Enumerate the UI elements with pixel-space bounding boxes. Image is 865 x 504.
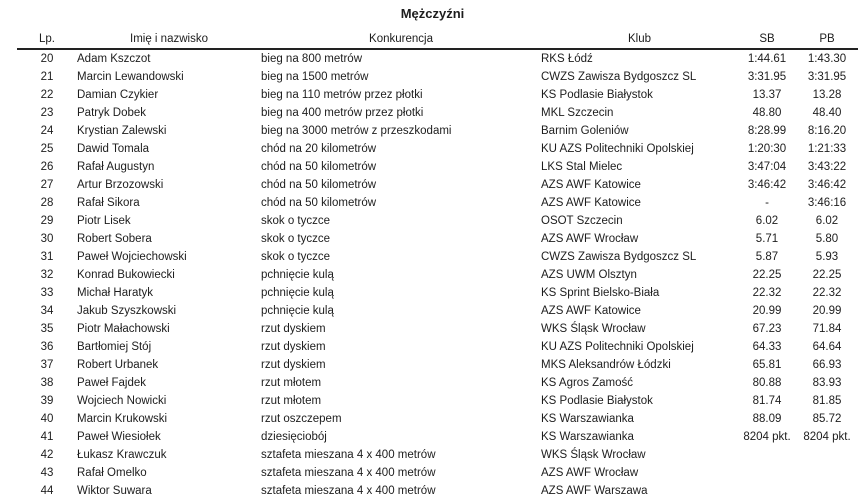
cell-club: LKS Stal Mielec xyxy=(541,161,623,173)
table-row xyxy=(17,374,858,392)
cell-lp: 26 xyxy=(40,161,54,173)
table-row xyxy=(17,320,858,338)
cell-event: chód na 50 kilometrów xyxy=(261,179,377,191)
cell-lp: 31 xyxy=(40,251,54,263)
table-row xyxy=(17,140,858,158)
cell-sb: 64.33 xyxy=(752,341,782,353)
cell-club: AZS AWF Wrocław xyxy=(541,467,639,479)
table-row xyxy=(17,212,858,230)
table-row xyxy=(17,49,858,68)
cell-pb: 3:46:16 xyxy=(807,197,847,209)
cell-event: dziesięciobój xyxy=(261,431,327,443)
cell-name: Rafał Omelko xyxy=(77,467,147,479)
cell-name: Piotr Lisek xyxy=(77,215,131,227)
cell-pb: 13.28 xyxy=(812,89,842,101)
cell-name: Paweł Wojciechowski xyxy=(77,251,187,263)
cell-name: Paweł Fajdek xyxy=(77,377,147,389)
cell-pb: 83.93 xyxy=(812,377,842,389)
cell-event: pchnięcie kulą xyxy=(261,305,334,317)
cell-sb: - xyxy=(765,197,769,209)
cell-club: KS Warszawianka xyxy=(541,413,634,425)
table-row xyxy=(17,338,858,356)
cell-pb: 85.72 xyxy=(812,413,842,425)
cell-name: Marcin Krukowski xyxy=(77,413,168,425)
cell-lp: 23 xyxy=(40,107,54,119)
cell-club: KS Sprint Bielsko-Biała xyxy=(541,287,660,299)
cell-sb: 5.87 xyxy=(755,251,779,263)
cell-sb: 48.80 xyxy=(752,107,782,119)
table-row xyxy=(17,68,858,86)
results-table xyxy=(17,30,858,500)
cell-lp: 25 xyxy=(40,143,54,155)
cell-sb: 88.09 xyxy=(752,413,782,425)
cell-club: KS Agros Zamość xyxy=(541,377,634,389)
cell-club: AZS AWF Katowice xyxy=(541,305,641,317)
cell-club: CWZS Zawisza Bydgoszcz SL xyxy=(541,251,697,263)
cell-sb: 1:44.61 xyxy=(747,53,787,65)
cell-sb: 3:46:42 xyxy=(747,179,787,191)
cell-pb: 22.25 xyxy=(812,269,842,281)
cell-pb: 8204 pkt. xyxy=(803,431,851,443)
cell-sb: 13.37 xyxy=(752,89,782,101)
cell-pb: 6.02 xyxy=(815,215,839,227)
cell-sb: 22.25 xyxy=(752,269,782,281)
cell-sb: 6.02 xyxy=(755,215,779,227)
cell-event: rzut dyskiem xyxy=(261,341,326,353)
cell-event: pchnięcie kulą xyxy=(261,269,334,281)
cell-event: rzut młotem xyxy=(261,377,322,389)
cell-sb xyxy=(738,482,796,500)
cell-pb: 81.85 xyxy=(812,395,842,407)
table-row xyxy=(17,248,858,266)
cell-sb: 3:47:04 xyxy=(747,161,787,173)
cell-event: rzut oszczepem xyxy=(261,413,342,425)
cell-club: WKS Śląsk Wrocław xyxy=(541,449,646,461)
table-row xyxy=(17,230,858,248)
cell-lp: 35 xyxy=(40,323,54,335)
table-row xyxy=(17,176,858,194)
cell-pb: 3:31.95 xyxy=(807,71,847,83)
cell-lp: 32 xyxy=(40,269,54,281)
cell-event: bieg na 3000 metrów z przeszkodami xyxy=(261,125,452,137)
cell-name: Rafał Sikora xyxy=(77,197,140,209)
cell-club: KS Warszawianka xyxy=(541,431,634,443)
cell-sb: 8:28.99 xyxy=(747,125,787,137)
cell-lp: 29 xyxy=(40,215,54,227)
cell-sb: 80.88 xyxy=(752,377,782,389)
page-title: Mężczyźni xyxy=(400,6,465,21)
cell-event: skok o tyczce xyxy=(261,215,331,227)
cell-lp: 27 xyxy=(40,179,54,191)
cell-sb xyxy=(738,464,796,482)
cell-name: Patryk Dobek xyxy=(77,107,147,119)
cell-sb: 22.32 xyxy=(752,287,782,299)
cell-event: skok o tyczce xyxy=(261,251,331,263)
cell-pb: 22.32 xyxy=(812,287,842,299)
cell-name: Artur Brzozowski xyxy=(77,179,164,191)
cell-pb: 66.93 xyxy=(812,359,842,371)
cell-event: rzut dyskiem xyxy=(261,323,326,335)
cell-lp: 44 xyxy=(40,485,54,497)
cell-pb: 48.40 xyxy=(812,107,842,119)
column-header-event: Konkurencja xyxy=(261,30,541,49)
cell-lp: 33 xyxy=(40,287,54,299)
cell-name: Wiktor Suwara xyxy=(77,485,152,497)
cell-name: Robert Urbanek xyxy=(77,359,159,371)
cell-event: skok o tyczce xyxy=(261,233,331,245)
cell-lp: 41 xyxy=(40,431,54,443)
cell-lp: 38 xyxy=(40,377,54,389)
cell-club: KU AZS Politechniki Opolskiej xyxy=(541,341,694,353)
cell-event: bieg na 800 metrów xyxy=(261,53,363,65)
column-header-name: Imię i nazwisko xyxy=(77,30,261,49)
cell-event: chód na 50 kilometrów xyxy=(261,161,377,173)
cell-club: KS Podlasie Białystok xyxy=(541,395,653,407)
table-body xyxy=(17,49,858,500)
cell-club: AZS AWF Katowice xyxy=(541,197,641,209)
cell-event: chód na 20 kilometrów xyxy=(261,143,377,155)
cell-lp: 22 xyxy=(40,89,54,101)
cell-pb: 8:16.20 xyxy=(807,125,847,137)
column-header-sb: SB xyxy=(738,30,796,49)
cell-lp: 36 xyxy=(40,341,54,353)
cell-club: WKS Śląsk Wrocław xyxy=(541,323,646,335)
cell-club: AZS AWF Katowice xyxy=(541,179,641,191)
table-header xyxy=(17,30,858,49)
cell-pb xyxy=(796,464,858,482)
cell-club: AZS UWM Olsztyn xyxy=(541,269,637,281)
table-row xyxy=(17,122,858,140)
cell-sb xyxy=(738,446,796,464)
cell-pb: 64.64 xyxy=(812,341,842,353)
cell-name: Krystian Zalewski xyxy=(77,125,167,137)
table-row xyxy=(17,284,858,302)
cell-name: Robert Sobera xyxy=(77,233,152,245)
cell-club: CWZS Zawisza Bydgoszcz SL xyxy=(541,71,697,83)
cell-event: bieg na 1500 metrów xyxy=(261,71,369,83)
cell-name: Dawid Tomala xyxy=(77,143,150,155)
cell-club: Barnim Goleniów xyxy=(541,125,629,137)
cell-lp: 21 xyxy=(40,71,54,83)
cell-sb: 5.71 xyxy=(755,233,779,245)
cell-lp: 24 xyxy=(40,125,54,137)
cell-lp: 42 xyxy=(40,449,54,461)
table-row xyxy=(17,464,858,482)
cell-name: Paweł Wiesiołek xyxy=(77,431,161,443)
cell-sb: 20.99 xyxy=(752,305,782,317)
table-row xyxy=(17,410,858,428)
cell-name: Konrad Bukowiecki xyxy=(77,269,175,281)
cell-event: sztafeta mieszana 4 x 400 metrów xyxy=(261,449,436,461)
cell-event: pchnięcie kulą xyxy=(261,287,334,299)
cell-club: MKS Aleksandrów Łódzki xyxy=(541,359,671,371)
table-row xyxy=(17,104,858,122)
cell-sb: 8204 pkt. xyxy=(743,431,791,443)
cell-name: Damian Czykier xyxy=(77,89,159,101)
cell-club: RKS Łódź xyxy=(541,53,593,65)
cell-sb: 81.74 xyxy=(752,395,782,407)
cell-name: Adam Kszczot xyxy=(77,53,151,65)
cell-event: chód na 50 kilometrów xyxy=(261,197,377,209)
cell-pb xyxy=(796,482,858,500)
cell-lp: 30 xyxy=(40,233,54,245)
cell-name: Marcin Lewandowski xyxy=(77,71,184,83)
cell-club: KS Podlasie Białystok xyxy=(541,89,653,101)
cell-club: AZS AWF Warszawa xyxy=(541,485,648,497)
cell-name: Jakub Szyszkowski xyxy=(77,305,177,317)
cell-event: sztafeta mieszana 4 x 400 metrów xyxy=(261,485,436,497)
cell-lp: 39 xyxy=(40,395,54,407)
cell-club: KU AZS Politechniki Opolskiej xyxy=(541,143,694,155)
cell-club: AZS AWF Wrocław xyxy=(541,233,639,245)
cell-lp: 37 xyxy=(40,359,54,371)
table-row xyxy=(17,392,858,410)
cell-pb: 1:21:33 xyxy=(807,143,847,155)
cell-name: Piotr Małachowski xyxy=(77,323,170,335)
table-row xyxy=(17,356,858,374)
column-header-club: Klub xyxy=(541,30,738,49)
cell-event: sztafeta mieszana 4 x 400 metrów xyxy=(261,467,436,479)
cell-pb: 5.80 xyxy=(815,233,839,245)
cell-lp: 28 xyxy=(40,197,54,209)
table-row xyxy=(17,482,858,500)
cell-pb: 20.99 xyxy=(812,305,842,317)
cell-name: Łukasz Krawczuk xyxy=(77,449,167,461)
column-header-lp: Lp. xyxy=(17,30,77,49)
cell-pb: 71.84 xyxy=(812,323,842,335)
cell-event: rzut młotem xyxy=(261,395,322,407)
cell-event: bieg na 400 metrów przez płotki xyxy=(261,107,424,119)
column-header-pb: PB xyxy=(796,30,858,49)
table-row xyxy=(17,158,858,176)
cell-pb: 3:43:22 xyxy=(807,161,847,173)
cell-sb: 67.23 xyxy=(752,323,782,335)
cell-event: bieg na 110 metrów przez płotki xyxy=(261,89,423,101)
cell-event: rzut dyskiem xyxy=(261,359,326,371)
cell-sb: 65.81 xyxy=(752,359,782,371)
cell-sb: 3:31.95 xyxy=(747,71,787,83)
cell-lp: 40 xyxy=(40,413,54,425)
table-row xyxy=(17,194,858,212)
table-header-row xyxy=(17,30,858,49)
table-row xyxy=(17,266,858,284)
table-row xyxy=(17,86,858,104)
cell-name: Wojciech Nowicki xyxy=(77,395,167,407)
cell-lp: 34 xyxy=(40,305,54,317)
table-row xyxy=(17,446,858,464)
cell-lp: 20 xyxy=(40,53,54,65)
cell-pb: 1:43.30 xyxy=(807,53,847,65)
table-row xyxy=(17,302,858,320)
cell-lp: 43 xyxy=(40,467,54,479)
cell-name: Bartłomiej Stój xyxy=(77,341,152,353)
cell-pb: 3:46:42 xyxy=(807,179,847,191)
table-row xyxy=(17,428,858,446)
cell-name: Michał Haratyk xyxy=(77,287,154,299)
cell-pb: 5.93 xyxy=(815,251,839,263)
cell-sb: 1:20:30 xyxy=(747,143,787,155)
cell-name: Rafał Augustyn xyxy=(77,161,155,173)
cell-pb xyxy=(796,446,858,464)
cell-club: OSOT Szczecin xyxy=(541,215,623,227)
cell-club: MKL Szczecin xyxy=(541,107,614,119)
